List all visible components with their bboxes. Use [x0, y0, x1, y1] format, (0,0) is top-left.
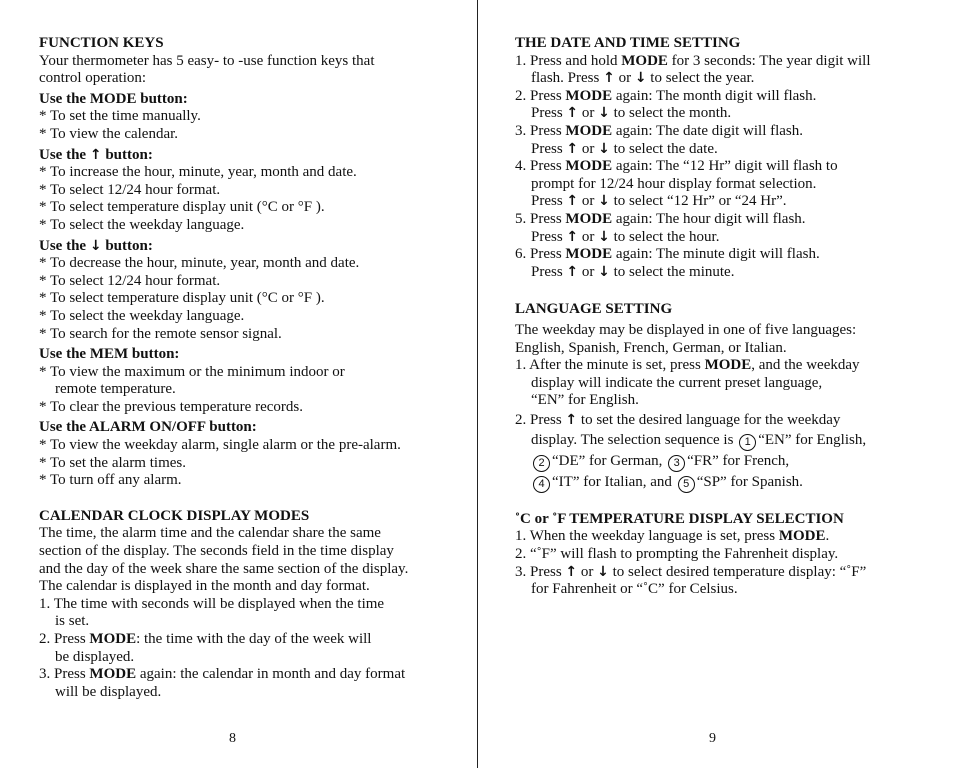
- down-arrow-icon: ↓: [598, 228, 610, 245]
- circled-number-3: 3: [668, 455, 685, 472]
- date-step-4-cont2: Press ↑ or ↓ to select “12 Hr” or “24 Hr”.: [531, 193, 787, 210]
- date-step-1: 1. Press and hold MODE for 3 seconds: The year digit will: [515, 52, 871, 69]
- down-arrow-icon: ↓: [598, 193, 610, 210]
- mode-item: * To set the time manually.: [39, 108, 201, 125]
- circled-number-1: 1: [739, 434, 756, 451]
- language-step-1-cont2: “EN” for English.: [531, 392, 639, 409]
- mem-item: * To view the maximum or the minimum indoor or: [39, 363, 345, 380]
- page-number: 9: [709, 731, 716, 746]
- date-step-3-cont: Press ↑ or ↓ to select the date.: [531, 140, 718, 157]
- alarm-button-heading: Use the ALARM ON/OFF button:: [39, 419, 257, 436]
- calendar-step-1-cont: is set.: [55, 613, 90, 630]
- language-step-2-cont2: 2 “DE” for German, 3 “FR” for French,: [515, 451, 954, 472]
- language-step-1: 1. After the minute is set, press MODE, and the weekday: [515, 357, 860, 374]
- down-item: * To select 12/24 hour format.: [39, 272, 221, 289]
- up-item: * To select 12/24 hour format.: [39, 181, 221, 198]
- calendar-para-line: section of the display. The seconds field in the time display: [39, 543, 394, 560]
- up-arrow-icon: ↑: [566, 193, 579, 210]
- temp-step-3-cont: for Fahrenheit or “˚C” for Celsius.: [531, 581, 738, 598]
- mem-button-heading: Use the MEM button:: [39, 346, 180, 363]
- down-arrow-icon: ↓: [598, 105, 610, 122]
- up-arrow-icon: ↑: [565, 411, 578, 428]
- calendar-para-line: and the day of the week share the same section of the display.: [39, 560, 409, 577]
- up-arrow-icon: ↑: [566, 263, 579, 280]
- date-step-2: 2. Press MODE again: The month digit will flash.: [515, 87, 817, 104]
- language-step-1-cont: display will indicate the current preset language,: [531, 374, 823, 391]
- up-arrow-icon: ↑: [566, 105, 579, 122]
- date-step-6-cont: Press ↑ or ↓ to select the minute.: [531, 263, 735, 280]
- up-arrow-icon: ↑: [89, 146, 102, 163]
- temperature-heading: ˚C or ˚F TEMPERATURE DISPLAY SELECTION: [515, 510, 844, 527]
- language-heading: LANGUAGE SETTING: [515, 301, 673, 318]
- circled-number-5: 5: [678, 476, 695, 493]
- date-step-4: 4. Press MODE again: The “12 Hr” digit will flash to: [515, 158, 838, 175]
- date-step-5: 5. Press MODE again: The hour digit will flash.: [515, 210, 806, 227]
- down-arrow-icon: ↓: [598, 263, 610, 280]
- circled-number-4: 4: [533, 476, 550, 493]
- language-step-2-cont: display. The selection sequence is 1 “EN” for English,: [515, 430, 954, 451]
- mode-button-heading: Use the MODE button:: [39, 90, 188, 107]
- down-item: * To select temperature display unit (°C or °F ).: [39, 290, 325, 307]
- function-keys-intro-line-1: Your thermometer has 5 easy- to -use function keys that: [39, 52, 375, 69]
- temp-step-2: 2. “˚F” will flash to prompting the Fahrenheit display.: [515, 546, 839, 563]
- down-item: * To decrease the hour, minute, year, month and date.: [39, 255, 360, 272]
- language-para-line: The weekday may be displayed in one of five languages:: [515, 321, 857, 338]
- up-arrow-icon: ↑: [603, 70, 615, 87]
- circled-number-2: 2: [533, 455, 550, 472]
- calendar-para-line: The calendar is displayed in the month and day format.: [39, 578, 370, 595]
- function-keys-heading: FUNCTION KEYS: [39, 35, 164, 51]
- language-step-2-cont3: 4 “IT” for Italian, and 5 “SP” for Spanish.: [515, 472, 954, 493]
- date-step-6: 6. Press MODE again: The minute digit will flash.: [515, 246, 820, 263]
- calendar-step-3-cont: will be displayed.: [55, 683, 162, 700]
- up-item: * To increase the hour, minute, year, month and date.: [39, 164, 357, 181]
- calendar-step-2: 2. Press MODE: the time with the day of the week will: [39, 631, 372, 647]
- up-arrow-icon: ↑: [565, 563, 578, 580]
- language-para-line: English, Spanish, French, German, or Italian.: [515, 339, 787, 356]
- alarm-item: * To view the weekday alarm, single alarm or the pre-alarm.: [39, 437, 401, 454]
- mem-item-cont: remote temperature.: [55, 381, 176, 398]
- date-step-4-cont: prompt for 12/24 hour display format selection.: [531, 175, 817, 192]
- date-step-2-cont: Press ↑ or ↓ to select the month.: [531, 105, 732, 122]
- calendar-heading: CALENDAR CLOCK DISPLAY MODES: [39, 507, 310, 524]
- date-step-1-cont: flash. Press ↑ or ↓ to select the year.: [531, 70, 755, 87]
- date-step-3: 3. Press MODE again: The date digit will flash.: [515, 122, 804, 139]
- date-step-5-cont: Press ↑ or ↓ to select the hour.: [531, 228, 720, 245]
- down-arrow-icon: ↓: [634, 70, 647, 87]
- language-step-2: 2. Press ↑ to set the desired language for the weekday: [515, 411, 841, 428]
- date-time-heading: THE DATE AND TIME SETTING: [515, 35, 741, 51]
- calendar-step-1: 1. The time with seconds will be displayed when the time: [39, 595, 385, 612]
- down-item: * To search for the remote sensor signal.: [39, 325, 282, 342]
- page-number: 8: [229, 731, 236, 746]
- up-item: * To select the weekday language.: [39, 216, 245, 233]
- alarm-item: * To turn off any alarm.: [39, 472, 182, 489]
- temp-step-3: 3. Press ↑ or ↓ to select desired temperature display: “˚F”: [515, 563, 867, 580]
- calendar-step-3: 3. Press MODE again: the calendar in month and day format: [39, 666, 406, 683]
- down-arrow-icon: ↓: [597, 563, 609, 580]
- up-item: * To select temperature display unit (°C or °F ).: [39, 199, 325, 216]
- down-arrow-icon: ↓: [89, 237, 102, 254]
- up-button-heading: Use the ↑ button:: [39, 146, 153, 163]
- up-arrow-icon: ↑: [566, 228, 579, 245]
- right-page: [479, 0, 954, 768]
- down-button-heading: Use the ↓ button:: [39, 237, 153, 254]
- mode-item: * To view the calendar.: [39, 125, 179, 142]
- down-item: * To select the weekday language.: [39, 307, 245, 324]
- up-arrow-icon: ↑: [566, 140, 579, 157]
- mem-item: * To clear the previous temperature records.: [39, 398, 303, 415]
- calendar-para-line: The time, the alarm time and the calendar share the same: [39, 525, 381, 542]
- temp-step-1: 1. When the weekday language is set, press MODE.: [515, 528, 830, 545]
- function-keys-intro-line-2: control operation:: [39, 70, 147, 87]
- down-arrow-icon: ↓: [598, 140, 610, 157]
- calendar-step-2-cont: be displayed.: [55, 648, 135, 665]
- alarm-item: * To set the alarm times.: [39, 454, 186, 471]
